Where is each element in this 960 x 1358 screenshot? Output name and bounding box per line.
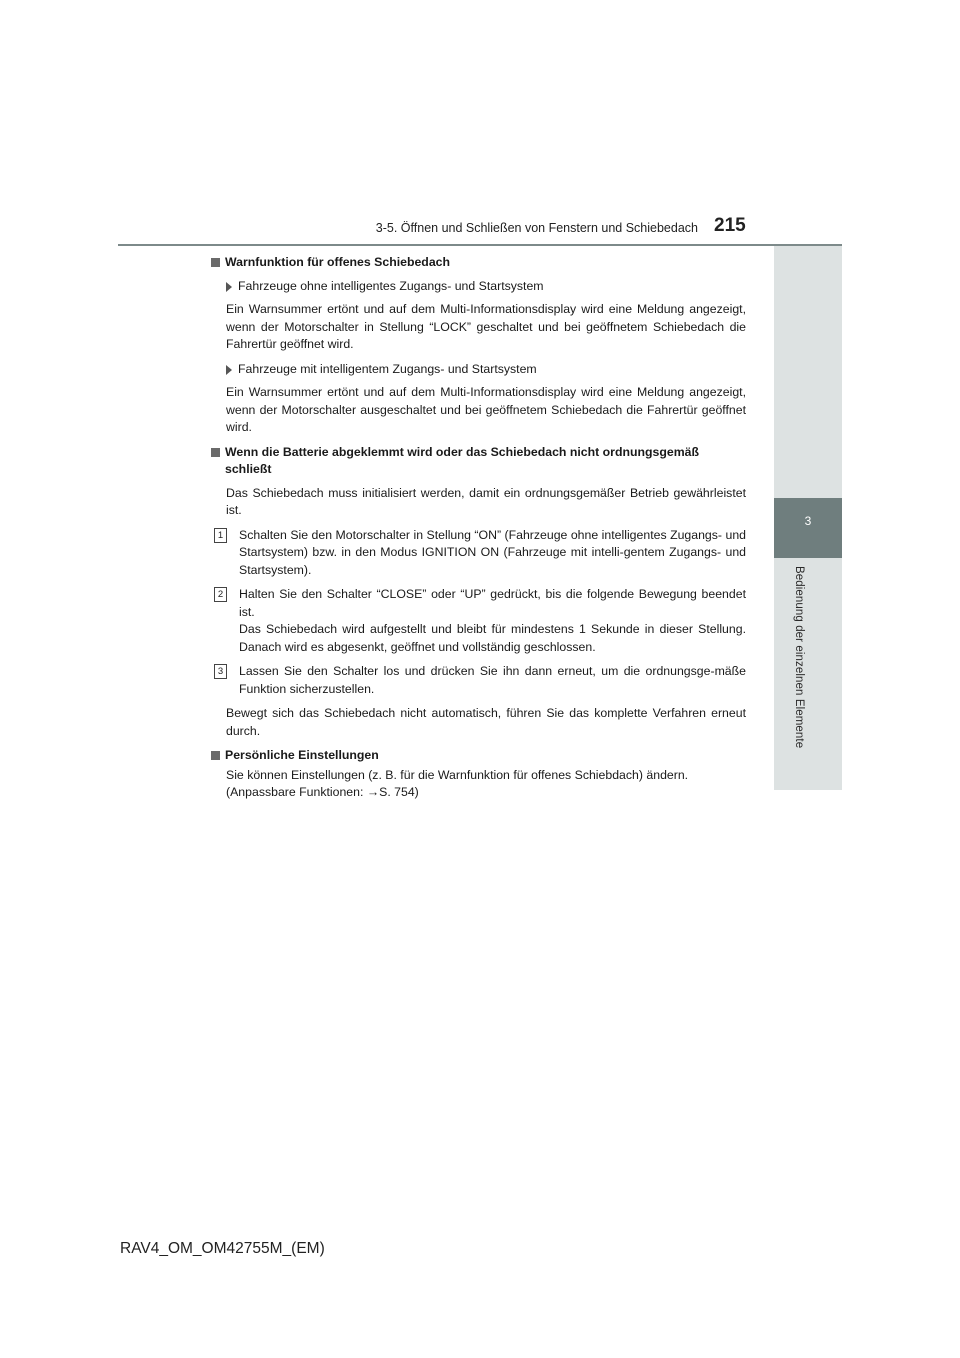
section-heading-text: Warnfunktion für offenes Schiebedach: [225, 255, 451, 269]
step-text: Lassen Sie den Schalter los und drücken Sie ihn dann erneut, um die ordnungsge-mäße Funktion sicherzustellen.: [239, 664, 746, 696]
side-tab-background-top: [774, 246, 842, 498]
footer-document-code: RAV4_OM_OM42755M_(EM): [120, 1240, 325, 1257]
paragraph: Das Schiebedach muss initialisiert werden, damit ein ordnungsgemäßer Betrieb gewährleistet ist.: [226, 485, 746, 517]
step-text-continued: Das Schiebedach wird aufgestellt und bleibt für mindestens 1 Sekunde in dieser Stellung. Danach wird es abgesenkt, geöffnet und vollständig geschlossen.: [239, 622, 746, 654]
square-bullet-icon: [211, 751, 220, 760]
paragraph: Sie können Einstellungen (z. B. für die Warnfunktion für offenes Schiebdach) ändern.: [226, 767, 689, 782]
step-number-box: 1: [214, 528, 227, 543]
side-tab-background-bottom: [774, 558, 842, 790]
cross-reference-link[interactable]: (Anpassbare Funktionen: →S. 754): [226, 785, 419, 799]
triangle-bullet-icon: [226, 365, 232, 375]
page-content: [210, 254, 746, 809]
side-tab-chapter-number: 3: [804, 514, 812, 528]
step-1: [210, 527, 746, 580]
step-2: [210, 586, 746, 656]
step-3: [210, 663, 746, 698]
step-text: Schalten Sie den Motorschalter in Stellung “ON” (Fahrzeuge ohne intelligentes Zugangs- und Startsystem) bzw. in den Modus IGNITION ON (Fahrzeuge mit intelli-gentem Zugangs- und Startsystem).: [239, 527, 746, 577]
step-number-box: 2: [214, 587, 227, 602]
side-tab-chapter-marker: [774, 498, 842, 558]
subheading-without-smart-key: [210, 278, 746, 296]
step-number-box: 3: [214, 664, 227, 679]
subheading-with-smart-key: [210, 361, 746, 379]
header-title: 3-5. Öffnen und Schließen von Fenstern und Schiebedach: [375, 221, 698, 235]
section-heading-battery: [210, 444, 746, 479]
section-heading-text: Wenn die Batterie abgeklemmt wird oder das Schiebedach nicht ordnungsgemäß schließt: [225, 444, 699, 476]
square-bullet-icon: [211, 258, 220, 267]
step-text: Halten Sie den Schalter “CLOSE” oder “UP” gedrückt, bis die folgende Bewegung beendet ist.: [239, 587, 746, 619]
section-heading-warning: [210, 254, 746, 272]
subheading-text: Fahrzeuge mit intelligentem Zugangs- und Startsystem: [238, 361, 537, 376]
square-bullet-icon: [211, 448, 220, 457]
triangle-bullet-icon: [226, 282, 232, 292]
paragraph: Ein Warnsummer ertönt und auf dem Multi-Informationsdisplay wird eine Meldung angezeigt, wenn der Motorschalter in Stellung “LOCK” geschaltet und bei geöffnetem Schiebedach die Fahrertür geöffnet wird.: [226, 302, 746, 351]
paragraph: Ein Warnsummer ertönt und auf dem Multi-Informationsdisplay wird eine Meldung angezeigt, wenn der Motorschalter ausgeschaltet und bei geöffnetem Schiebedach die Fahrertür geöffnet wird.: [226, 385, 746, 434]
header-rule: [118, 244, 842, 246]
paragraph: Bewegt sich das Schiebedach nicht automatisch, führen Sie das komplette Verfahren erneut durch.: [226, 706, 746, 738]
section-heading-text: Persönliche Einstellungen: [225, 748, 379, 762]
section-heading-settings: [210, 747, 746, 765]
subheading-text: Fahrzeuge ohne intelligentes Zugangs- und Startsystem: [238, 278, 544, 293]
page-number: 215: [714, 215, 746, 236]
side-tab-chapter-label: Bedienung der einzelnen Elemente: [793, 566, 805, 749]
